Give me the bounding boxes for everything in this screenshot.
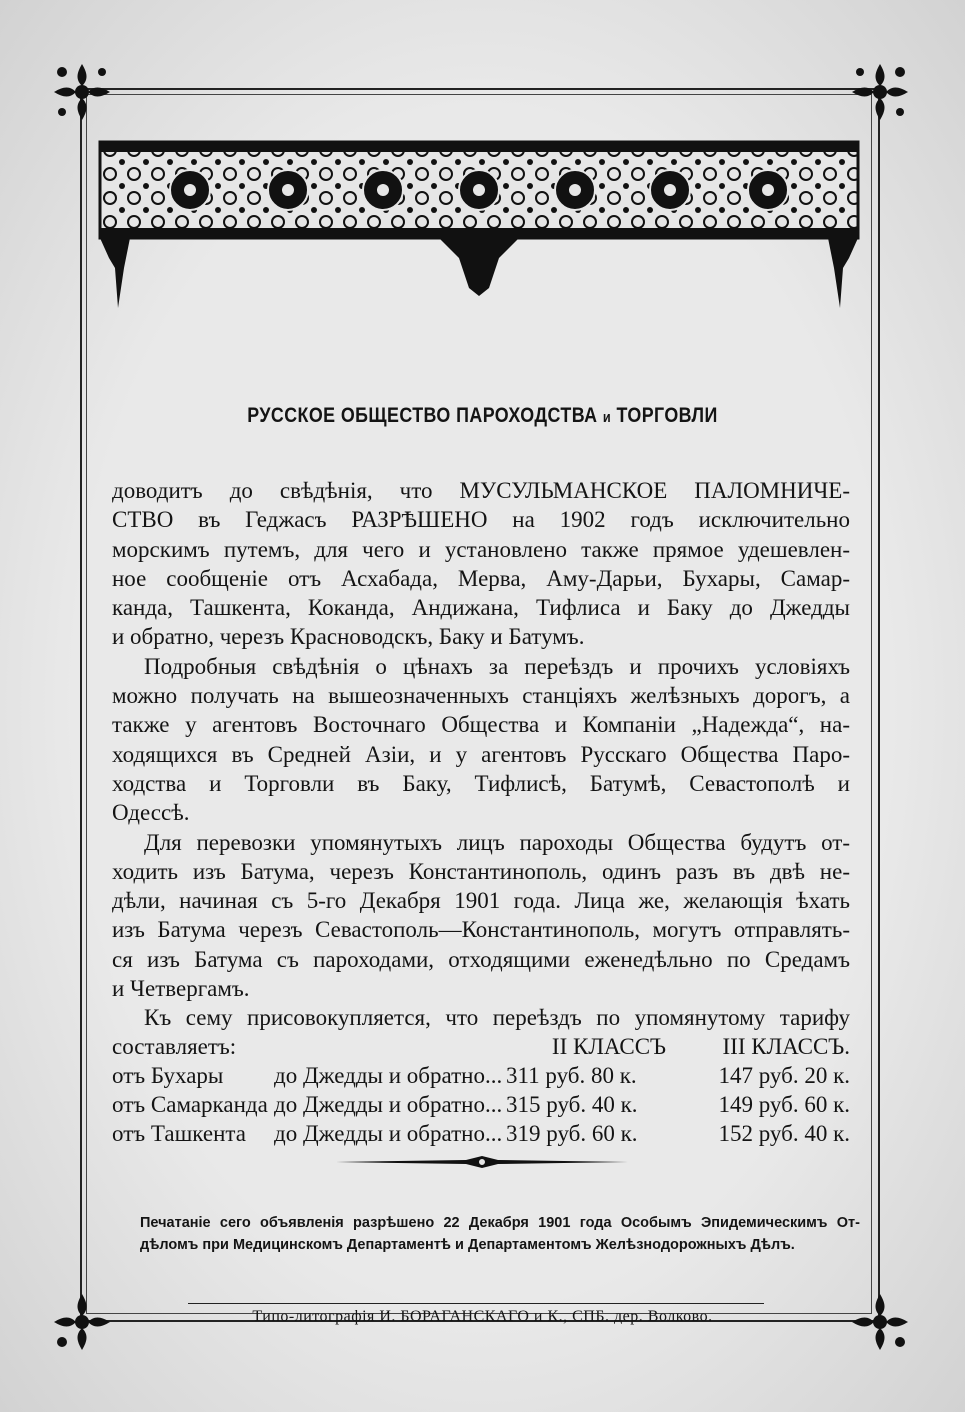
text-line: Къ сему присовокупляется, что переѣздъ по упомянутому тарифу [144,1005,850,1031]
header-class3: III КЛАССЪ. [722,1034,850,1059]
tariff-row [112,1119,850,1148]
tariff-class3: 149 руб. 60 к. [718,1092,850,1117]
tariff-header-row [112,1032,850,1061]
tariff-from: отъ Бухары [112,1063,224,1088]
corner-ornament-icon [52,62,112,122]
text-line: и Четвергамъ. [112,976,250,1002]
text-line: доводитъ до свѣдѣнія, что МУСУЛЬМАНСКОЕ ПАЛОМНИЧЕ- [112,478,850,503]
tariff-table [112,1032,850,1148]
text-line: ся изъ Батума съ пароходами, отходящими еженедѣльно по Средамъ [112,946,850,972]
notice-line: дѣломъ при Медицинскомъ Департаментѣ и Департаментомъ Желѣзнодорожныхъ Дѣлъ. [140,1237,795,1253]
tariff-row [112,1061,850,1090]
tariff-row [112,1090,850,1119]
text-line: ное сообщеніе отъ Асхабада, Мерва, Аму-Дарьи, Бухары, Самар- [112,565,850,591]
text-line: Для перевозки упомянутыхъ лицъ пароходы Общества будутъ от- [144,829,850,855]
text-line: ходить изъ Батума, черезъ Константинополь, одинъ разъ въ двѣ не- [112,858,850,884]
corner-ornament-icon [850,62,910,122]
title-part1: РУССКОЕ ОБЩЕСТВО ПАРОХОДСТВА [247,404,598,427]
text-line: морскимъ путемъ, для чего и установлено также прямое удешевлен- [112,536,850,562]
header-ornament [98,138,860,318]
text-line: изъ Батума черезъ Севастополь—Константинополь, могутъ отправлять- [112,917,850,943]
printer-imprint: Типо-литографія И. БОРАГАНСКАГО и К., СПБ. дер. Волково. [252,1308,713,1325]
tariff-label: составляетъ: [112,1034,237,1059]
page-title [72,404,892,428]
text-line: также у агентовъ Восточнаго Общества и Компаніи „Надежда“, на- [112,712,850,738]
notice-line: Печатаніе сего объявленія разрѣшено 22 Декабря 1901 года Особымъ Эпидемическимъ От- [140,1215,860,1231]
text-line: ходящихся въ Средней Азіи, и у агентовъ Русскаго Общества Паро- [112,741,850,767]
tariff-class3: 147 руб. 20 к. [718,1063,850,1088]
printing-permission-notice [140,1212,860,1256]
tariff-route: до Джедды и обратно... [274,1092,503,1117]
text-line: и обратно, черезъ Красноводскъ, Баку и Батумъ. [112,624,585,650]
header-class2: II КЛАССЪ [551,1034,666,1059]
text-line: Подробныя свѣдѣнія о цѣнахъ за переѣздъ и прочихъ условіяхъ [144,653,850,679]
text-line: канда, Ташкента, Коканда, Андижана, Тифлиса и Баку до Джедды [112,595,850,621]
divider-flourish [336,1155,628,1169]
tariff-from: отъ Ташкента [112,1121,246,1146]
text-line: ходства и Торговли въ Баку, Тифлисѣ, Батумѣ, Севастополѣ и [112,770,850,796]
tariff-class2: 311 руб. 80 к. [506,1063,637,1088]
tariff-from: отъ Самарканда [112,1092,268,1117]
tariff-route: до Джедды и обратно... [274,1121,503,1146]
announcement-body [112,476,850,1033]
text-line: Одессѣ. [112,800,190,826]
tariff-class2: 319 руб. 60 к. [506,1121,638,1146]
printer-rule [188,1303,764,1304]
tariff-route: до Джедды и обратно... [274,1063,503,1088]
title-conj: и [602,409,612,426]
text-line: дѣли, начиная съ 5-го Декабря 1901 года. Лица же, желающія ѣхать [112,888,850,914]
text-line: СТВО въ Геджасъ РАЗРѢШЕНО на 1902 годъ исключительно [112,507,850,533]
tariff-class3: 152 руб. 40 к. [718,1121,850,1146]
text-line: можно получать на вышеозначенныхъ станціяхъ желѣзныхъ дорогъ, а [112,683,850,709]
tariff-class2: 315 руб. 40 к. [506,1092,638,1117]
title-part2: ТОРГОВЛИ [616,404,718,427]
